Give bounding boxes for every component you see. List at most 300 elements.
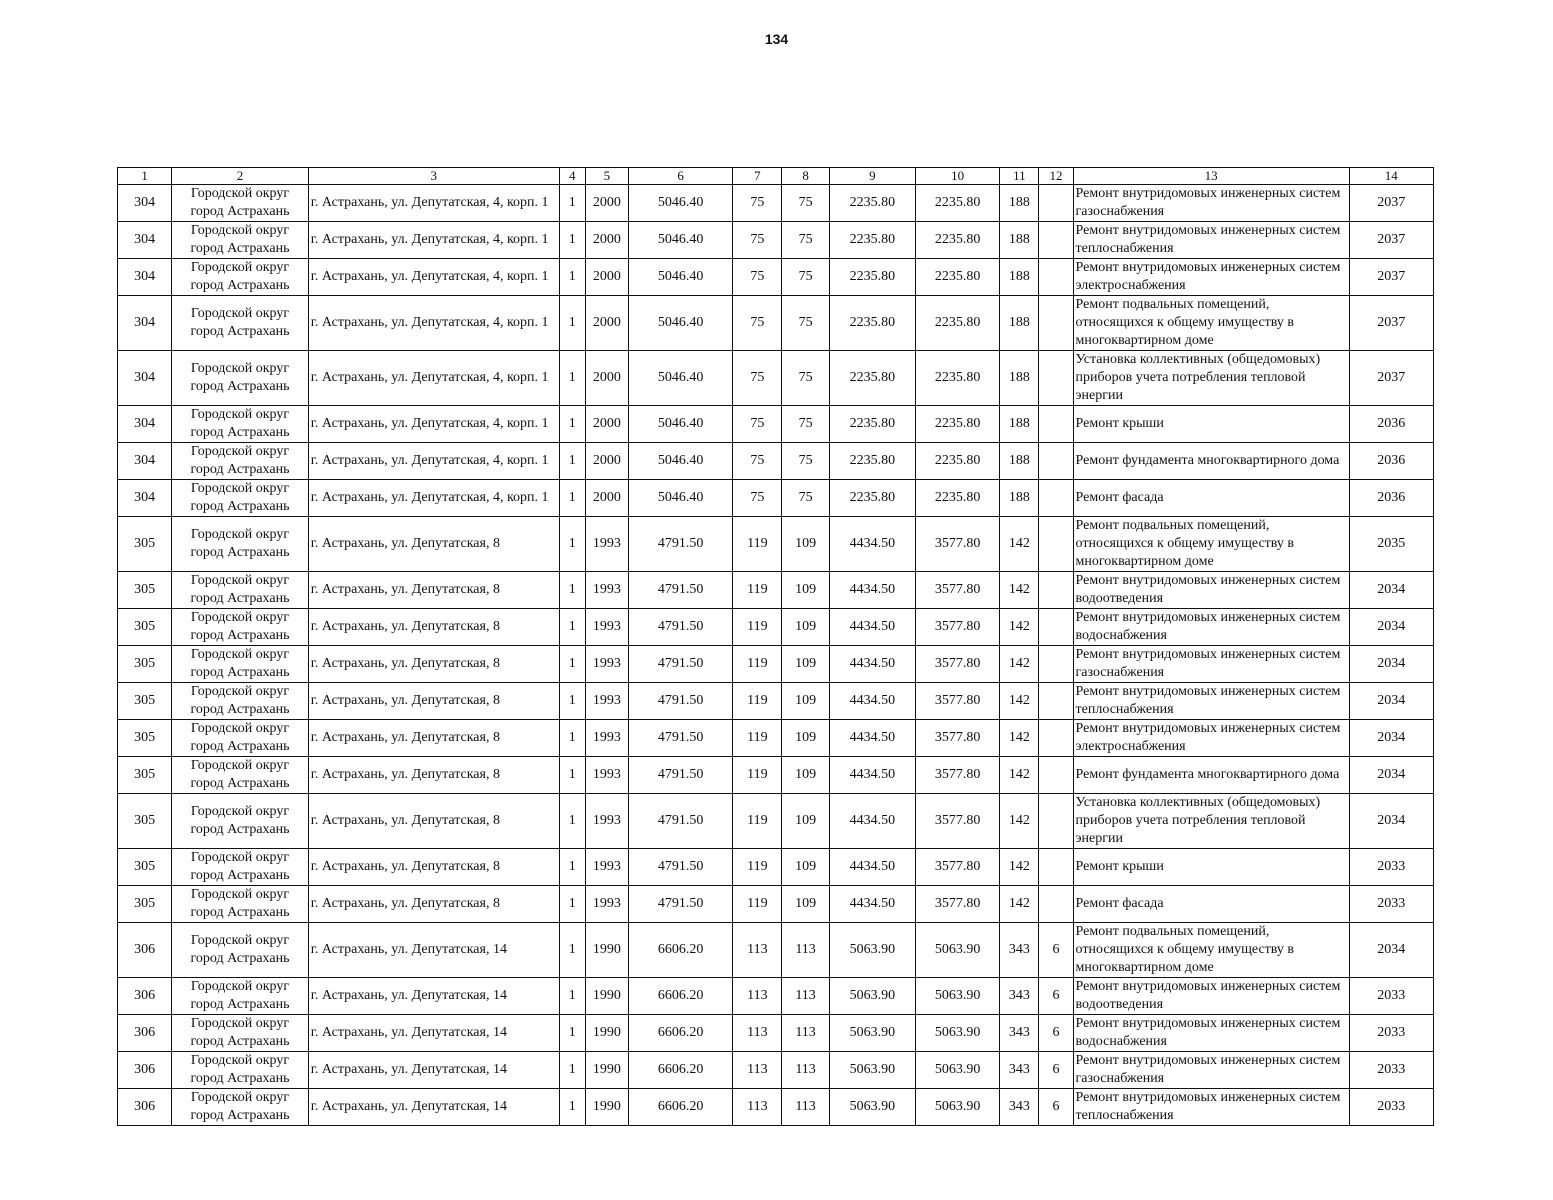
cell-municipality: Городской округ город Астрахань bbox=[172, 185, 309, 222]
cell-col-10: 2235.80 bbox=[915, 185, 999, 222]
cell-col-4: 1 bbox=[559, 923, 585, 978]
cell-work-type: Ремонт фундамента многоквартирного дома bbox=[1073, 443, 1349, 480]
table-body bbox=[118, 185, 1434, 1126]
table-row bbox=[118, 886, 1434, 923]
cell-object-number: 304 bbox=[118, 222, 172, 259]
cell-col-8: 109 bbox=[782, 886, 829, 923]
cell-col-10: 3577.80 bbox=[915, 683, 999, 720]
cell-col-7: 119 bbox=[733, 517, 782, 572]
cell-object-number: 306 bbox=[118, 1052, 172, 1089]
cell-col-7: 119 bbox=[733, 794, 782, 849]
cell-municipality: Городской округ город Астрахань bbox=[172, 480, 309, 517]
cell-col-10: 2235.80 bbox=[915, 406, 999, 443]
column-header-12: 12 bbox=[1039, 168, 1073, 185]
cell-work-type: Ремонт внутридомовых инженерных систем водоотведения bbox=[1073, 572, 1349, 609]
cell-col-9: 4434.50 bbox=[829, 757, 915, 794]
cell-year-built: 1993 bbox=[585, 886, 628, 923]
cell-address: г. Астрахань, ул. Депутатская, 8 bbox=[308, 517, 559, 572]
cell-col-9: 4434.50 bbox=[829, 517, 915, 572]
page-number: 134 bbox=[764, 31, 789, 47]
cell-col-4: 1 bbox=[559, 296, 585, 351]
cell-col-11: 142 bbox=[1000, 572, 1039, 609]
cell-col-12: 6 bbox=[1039, 1015, 1073, 1052]
cell-col-9: 5063.90 bbox=[829, 1052, 915, 1089]
cell-col-7: 75 bbox=[733, 406, 782, 443]
cell-work-type: Ремонт подвальных помещений, относящихся к общему имуществу в многоквартирном доме bbox=[1073, 517, 1349, 572]
cell-col-7: 75 bbox=[733, 351, 782, 406]
cell-col-7: 119 bbox=[733, 757, 782, 794]
cell-col-4: 1 bbox=[559, 1015, 585, 1052]
cell-col-7: 119 bbox=[733, 886, 782, 923]
cell-col-12 bbox=[1039, 886, 1073, 923]
cell-object-number: 305 bbox=[118, 849, 172, 886]
cell-col-8: 109 bbox=[782, 720, 829, 757]
cell-col-4: 1 bbox=[559, 351, 585, 406]
cell-col-9: 2235.80 bbox=[829, 480, 915, 517]
cell-col-7: 119 bbox=[733, 646, 782, 683]
cell-col-10: 2235.80 bbox=[915, 480, 999, 517]
cell-total-area: 4791.50 bbox=[628, 886, 732, 923]
cell-col-4: 1 bbox=[559, 886, 585, 923]
cell-work-type: Ремонт внутридомовых инженерных систем теплоснабжения bbox=[1073, 1089, 1349, 1126]
cell-address: г. Астрахань, ул. Депутатская, 14 bbox=[308, 978, 559, 1015]
table-row bbox=[118, 720, 1434, 757]
table-row bbox=[118, 978, 1434, 1015]
cell-col-11: 142 bbox=[1000, 646, 1039, 683]
cell-col-12 bbox=[1039, 351, 1073, 406]
cell-col-12 bbox=[1039, 480, 1073, 517]
cell-col-12 bbox=[1039, 849, 1073, 886]
cell-col-8: 113 bbox=[782, 1089, 829, 1126]
cell-col-9: 5063.90 bbox=[829, 1015, 915, 1052]
cell-municipality: Городской округ город Астрахань bbox=[172, 923, 309, 978]
cell-object-number: 304 bbox=[118, 406, 172, 443]
cell-object-number: 304 bbox=[118, 443, 172, 480]
cell-municipality: Городской округ город Астрахань bbox=[172, 517, 309, 572]
cell-municipality: Городской округ город Астрахань bbox=[172, 406, 309, 443]
cell-col-9: 5063.90 bbox=[829, 978, 915, 1015]
cell-col-10: 3577.80 bbox=[915, 794, 999, 849]
column-header-3: 3 bbox=[308, 168, 559, 185]
cell-col-9: 2235.80 bbox=[829, 406, 915, 443]
cell-col-11: 343 bbox=[1000, 1089, 1039, 1126]
cell-planned-year: 2036 bbox=[1349, 443, 1433, 480]
cell-col-9: 4434.50 bbox=[829, 886, 915, 923]
cell-municipality: Городской округ город Астрахань bbox=[172, 296, 309, 351]
cell-year-built: 2000 bbox=[585, 185, 628, 222]
cell-object-number: 304 bbox=[118, 185, 172, 222]
cell-col-12 bbox=[1039, 185, 1073, 222]
cell-object-number: 305 bbox=[118, 886, 172, 923]
cell-object-number: 306 bbox=[118, 978, 172, 1015]
cell-planned-year: 2033 bbox=[1349, 978, 1433, 1015]
table-row bbox=[118, 443, 1434, 480]
cell-col-10: 3577.80 bbox=[915, 849, 999, 886]
cell-total-area: 6606.20 bbox=[628, 1015, 732, 1052]
cell-total-area: 4791.50 bbox=[628, 572, 732, 609]
cell-col-7: 119 bbox=[733, 683, 782, 720]
cell-address: г. Астрахань, ул. Депутатская, 4, корп. 1 bbox=[308, 443, 559, 480]
cell-total-area: 4791.50 bbox=[628, 646, 732, 683]
cell-col-11: 343 bbox=[1000, 1015, 1039, 1052]
cell-col-11: 188 bbox=[1000, 222, 1039, 259]
cell-col-11: 188 bbox=[1000, 259, 1039, 296]
cell-object-number: 305 bbox=[118, 720, 172, 757]
cell-col-12 bbox=[1039, 259, 1073, 296]
cell-col-4: 1 bbox=[559, 1052, 585, 1089]
cell-col-9: 2235.80 bbox=[829, 296, 915, 351]
column-header-14: 14 bbox=[1349, 168, 1433, 185]
cell-address: г. Астрахань, ул. Депутатская, 8 bbox=[308, 849, 559, 886]
table-header bbox=[118, 168, 1434, 185]
cell-address: г. Астрахань, ул. Депутатская, 8 bbox=[308, 757, 559, 794]
cell-municipality: Городской округ город Астрахань bbox=[172, 572, 309, 609]
cell-col-11: 142 bbox=[1000, 517, 1039, 572]
cell-municipality: Городской округ город Астрахань bbox=[172, 443, 309, 480]
column-header-6: 6 bbox=[628, 168, 732, 185]
cell-col-12: 6 bbox=[1039, 1052, 1073, 1089]
cell-work-type: Ремонт внутридомовых инженерных систем газоснабжения bbox=[1073, 1052, 1349, 1089]
cell-col-12 bbox=[1039, 757, 1073, 794]
cell-col-11: 188 bbox=[1000, 296, 1039, 351]
table-row bbox=[118, 572, 1434, 609]
cell-municipality: Городской округ город Астрахань bbox=[172, 1089, 309, 1126]
cell-col-10: 2235.80 bbox=[915, 351, 999, 406]
table-row bbox=[118, 406, 1434, 443]
cell-col-8: 109 bbox=[782, 757, 829, 794]
cell-col-11: 343 bbox=[1000, 1052, 1039, 1089]
cell-address: г. Астрахань, ул. Депутатская, 8 bbox=[308, 646, 559, 683]
cell-planned-year: 2034 bbox=[1349, 757, 1433, 794]
cell-col-4: 1 bbox=[559, 609, 585, 646]
cell-col-11: 188 bbox=[1000, 443, 1039, 480]
column-header-13: 13 bbox=[1073, 168, 1349, 185]
cell-col-8: 109 bbox=[782, 794, 829, 849]
cell-work-type: Ремонт внутридомовых инженерных систем водоснабжения bbox=[1073, 609, 1349, 646]
cell-total-area: 5046.40 bbox=[628, 443, 732, 480]
cell-col-8: 75 bbox=[782, 406, 829, 443]
cell-col-7: 113 bbox=[733, 1052, 782, 1089]
table-row bbox=[118, 1052, 1434, 1089]
cell-address: г. Астрахань, ул. Депутатская, 14 bbox=[308, 1015, 559, 1052]
cell-col-8: 109 bbox=[782, 517, 829, 572]
cell-col-11: 142 bbox=[1000, 757, 1039, 794]
cell-planned-year: 2034 bbox=[1349, 572, 1433, 609]
cell-year-built: 1993 bbox=[585, 517, 628, 572]
cell-object-number: 305 bbox=[118, 646, 172, 683]
cell-work-type: Ремонт подвальных помещений, относящихся к общему имуществу в многоквартирном доме bbox=[1073, 923, 1349, 978]
cell-col-10: 2235.80 bbox=[915, 222, 999, 259]
cell-total-area: 4791.50 bbox=[628, 849, 732, 886]
cell-address: г. Астрахань, ул. Депутатская, 4, корп. 1 bbox=[308, 480, 559, 517]
cell-col-8: 75 bbox=[782, 259, 829, 296]
cell-col-4: 1 bbox=[559, 572, 585, 609]
table-row bbox=[118, 351, 1434, 406]
cell-planned-year: 2034 bbox=[1349, 794, 1433, 849]
cell-col-9: 4434.50 bbox=[829, 609, 915, 646]
cell-municipality: Городской округ город Астрахань bbox=[172, 609, 309, 646]
cell-col-12 bbox=[1039, 222, 1073, 259]
cell-year-built: 2000 bbox=[585, 443, 628, 480]
cell-year-built: 1993 bbox=[585, 849, 628, 886]
cell-work-type: Ремонт внутридомовых инженерных систем теплоснабжения bbox=[1073, 222, 1349, 259]
cell-col-4: 1 bbox=[559, 757, 585, 794]
cell-object-number: 305 bbox=[118, 757, 172, 794]
cell-col-11: 142 bbox=[1000, 849, 1039, 886]
cell-col-11: 142 bbox=[1000, 720, 1039, 757]
cell-col-9: 4434.50 bbox=[829, 849, 915, 886]
cell-col-7: 119 bbox=[733, 720, 782, 757]
cell-col-9: 2235.80 bbox=[829, 443, 915, 480]
cell-col-11: 142 bbox=[1000, 683, 1039, 720]
cell-col-4: 1 bbox=[559, 185, 585, 222]
cell-col-7: 75 bbox=[733, 259, 782, 296]
table-row bbox=[118, 794, 1434, 849]
table-row bbox=[118, 222, 1434, 259]
cell-object-number: 304 bbox=[118, 296, 172, 351]
cell-col-12: 6 bbox=[1039, 978, 1073, 1015]
cell-address: г. Астрахань, ул. Депутатская, 14 bbox=[308, 1089, 559, 1126]
cell-year-built: 2000 bbox=[585, 296, 628, 351]
cell-object-number: 304 bbox=[118, 259, 172, 296]
cell-col-7: 75 bbox=[733, 443, 782, 480]
cell-year-built: 2000 bbox=[585, 406, 628, 443]
cell-col-10: 5063.90 bbox=[915, 978, 999, 1015]
cell-col-7: 75 bbox=[733, 185, 782, 222]
table-row bbox=[118, 480, 1434, 517]
cell-work-type: Ремонт подвальных помещений, относящихся к общему имуществу в многоквартирном доме bbox=[1073, 296, 1349, 351]
cell-year-built: 1993 bbox=[585, 794, 628, 849]
cell-col-10: 5063.90 bbox=[915, 1015, 999, 1052]
cell-work-type: Установка коллективных (общедомовых) приборов учета потребления тепловой энергии bbox=[1073, 794, 1349, 849]
cell-year-built: 1993 bbox=[585, 609, 628, 646]
cell-col-9: 4434.50 bbox=[829, 646, 915, 683]
cell-total-area: 6606.20 bbox=[628, 923, 732, 978]
cell-planned-year: 2036 bbox=[1349, 406, 1433, 443]
cell-col-9: 2235.80 bbox=[829, 222, 915, 259]
cell-total-area: 4791.50 bbox=[628, 757, 732, 794]
cell-col-4: 1 bbox=[559, 443, 585, 480]
column-header-9: 9 bbox=[829, 168, 915, 185]
cell-year-built: 1990 bbox=[585, 1052, 628, 1089]
cell-col-12 bbox=[1039, 609, 1073, 646]
cell-planned-year: 2035 bbox=[1349, 517, 1433, 572]
cell-col-10: 2235.80 bbox=[915, 443, 999, 480]
cell-planned-year: 2034 bbox=[1349, 683, 1433, 720]
cell-col-8: 75 bbox=[782, 296, 829, 351]
cell-municipality: Городской округ город Астрахань bbox=[172, 1015, 309, 1052]
cell-col-8: 113 bbox=[782, 923, 829, 978]
cell-col-12 bbox=[1039, 517, 1073, 572]
cell-col-9: 2235.80 bbox=[829, 259, 915, 296]
cell-col-8: 75 bbox=[782, 480, 829, 517]
cell-planned-year: 2033 bbox=[1349, 849, 1433, 886]
cell-col-8: 109 bbox=[782, 646, 829, 683]
cell-col-4: 1 bbox=[559, 480, 585, 517]
cell-address: г. Астрахань, ул. Депутатская, 4, корп. 1 bbox=[308, 351, 559, 406]
cell-col-10: 2235.80 bbox=[915, 259, 999, 296]
table-row bbox=[118, 296, 1434, 351]
cell-work-type: Ремонт крыши bbox=[1073, 406, 1349, 443]
cell-year-built: 2000 bbox=[585, 222, 628, 259]
cell-municipality: Городской округ город Астрахань bbox=[172, 849, 309, 886]
cell-col-11: 142 bbox=[1000, 886, 1039, 923]
cell-object-number: 306 bbox=[118, 923, 172, 978]
column-header-10: 10 bbox=[915, 168, 999, 185]
cell-object-number: 305 bbox=[118, 794, 172, 849]
cell-address: г. Астрахань, ул. Депутатская, 8 bbox=[308, 572, 559, 609]
cell-col-7: 113 bbox=[733, 1089, 782, 1126]
cell-col-8: 113 bbox=[782, 1015, 829, 1052]
cell-total-area: 5046.40 bbox=[628, 222, 732, 259]
cell-municipality: Городской округ город Астрахань bbox=[172, 259, 309, 296]
cell-planned-year: 2037 bbox=[1349, 185, 1433, 222]
cell-year-built: 1990 bbox=[585, 1089, 628, 1126]
cell-col-12 bbox=[1039, 443, 1073, 480]
cell-col-10: 5063.90 bbox=[915, 923, 999, 978]
column-header-7: 7 bbox=[733, 168, 782, 185]
cell-col-8: 109 bbox=[782, 849, 829, 886]
cell-address: г. Астрахань, ул. Депутатская, 14 bbox=[308, 923, 559, 978]
cell-object-number: 305 bbox=[118, 609, 172, 646]
cell-total-area: 5046.40 bbox=[628, 480, 732, 517]
cell-col-12 bbox=[1039, 794, 1073, 849]
column-header-4: 4 bbox=[559, 168, 585, 185]
cell-col-11: 188 bbox=[1000, 406, 1039, 443]
cell-col-12 bbox=[1039, 646, 1073, 683]
cell-col-8: 113 bbox=[782, 978, 829, 1015]
cell-address: г. Астрахань, ул. Депутатская, 8 bbox=[308, 720, 559, 757]
column-header-5: 5 bbox=[585, 168, 628, 185]
cell-address: г. Астрахань, ул. Депутатская, 14 bbox=[308, 1052, 559, 1089]
cell-total-area: 6606.20 bbox=[628, 978, 732, 1015]
cell-col-7: 119 bbox=[733, 849, 782, 886]
cell-address: г. Астрахань, ул. Депутатская, 4, корп. 1 bbox=[308, 222, 559, 259]
cell-planned-year: 2036 bbox=[1349, 480, 1433, 517]
cell-total-area: 4791.50 bbox=[628, 609, 732, 646]
cell-col-8: 75 bbox=[782, 351, 829, 406]
cell-col-4: 1 bbox=[559, 646, 585, 683]
column-header-1: 1 bbox=[118, 168, 172, 185]
cell-col-9: 4434.50 bbox=[829, 794, 915, 849]
cell-planned-year: 2033 bbox=[1349, 1089, 1433, 1126]
cell-planned-year: 2033 bbox=[1349, 1052, 1433, 1089]
cell-col-10: 3577.80 bbox=[915, 572, 999, 609]
cell-col-4: 1 bbox=[559, 683, 585, 720]
cell-total-area: 5046.40 bbox=[628, 259, 732, 296]
cell-col-10: 3577.80 bbox=[915, 720, 999, 757]
cell-address: г. Астрахань, ул. Депутатская, 8 bbox=[308, 683, 559, 720]
cell-col-10: 3577.80 bbox=[915, 886, 999, 923]
table-row bbox=[118, 185, 1434, 222]
cell-total-area: 6606.20 bbox=[628, 1052, 732, 1089]
cell-col-9: 4434.50 bbox=[829, 720, 915, 757]
cell-address: г. Астрахань, ул. Депутатская, 8 bbox=[308, 886, 559, 923]
repair-schedule-table bbox=[117, 167, 1434, 1126]
cell-col-4: 1 bbox=[559, 222, 585, 259]
cell-col-8: 75 bbox=[782, 185, 829, 222]
cell-total-area: 5046.40 bbox=[628, 296, 732, 351]
cell-address: г. Астрахань, ул. Депутатская, 8 bbox=[308, 609, 559, 646]
cell-col-11: 188 bbox=[1000, 480, 1039, 517]
cell-col-12: 6 bbox=[1039, 923, 1073, 978]
table-row bbox=[118, 1015, 1434, 1052]
cell-col-11: 142 bbox=[1000, 794, 1039, 849]
cell-col-8: 109 bbox=[782, 683, 829, 720]
cell-object-number: 305 bbox=[118, 683, 172, 720]
cell-work-type: Ремонт фундамента многоквартирного дома bbox=[1073, 757, 1349, 794]
cell-col-10: 2235.80 bbox=[915, 296, 999, 351]
cell-year-built: 1993 bbox=[585, 720, 628, 757]
cell-object-number: 304 bbox=[118, 351, 172, 406]
cell-object-number: 304 bbox=[118, 480, 172, 517]
cell-planned-year: 2037 bbox=[1349, 259, 1433, 296]
cell-total-area: 4791.50 bbox=[628, 517, 732, 572]
cell-col-12 bbox=[1039, 720, 1073, 757]
cell-year-built: 2000 bbox=[585, 351, 628, 406]
cell-municipality: Городской округ город Астрахань bbox=[172, 978, 309, 1015]
cell-year-built: 1993 bbox=[585, 757, 628, 794]
cell-col-4: 1 bbox=[559, 849, 585, 886]
cell-planned-year: 2034 bbox=[1349, 646, 1433, 683]
cell-planned-year: 2033 bbox=[1349, 1015, 1433, 1052]
cell-col-9: 5063.90 bbox=[829, 923, 915, 978]
cell-year-built: 1993 bbox=[585, 683, 628, 720]
cell-work-type: Ремонт фасада bbox=[1073, 480, 1349, 517]
cell-work-type: Установка коллективных (общедомовых) приборов учета потребления тепловой энергии bbox=[1073, 351, 1349, 406]
cell-year-built: 2000 bbox=[585, 480, 628, 517]
cell-col-12 bbox=[1039, 572, 1073, 609]
cell-year-built: 1990 bbox=[585, 978, 628, 1015]
cell-planned-year: 2037 bbox=[1349, 351, 1433, 406]
cell-col-8: 109 bbox=[782, 572, 829, 609]
cell-col-11: 142 bbox=[1000, 609, 1039, 646]
cell-address: г. Астрахань, ул. Депутатская, 8 bbox=[308, 794, 559, 849]
cell-planned-year: 2034 bbox=[1349, 609, 1433, 646]
cell-total-area: 4791.50 bbox=[628, 720, 732, 757]
cell-col-9: 5063.90 bbox=[829, 1089, 915, 1126]
cell-address: г. Астрахань, ул. Депутатская, 4, корп. 1 bbox=[308, 406, 559, 443]
column-header-11: 11 bbox=[1000, 168, 1039, 185]
column-header-2: 2 bbox=[172, 168, 309, 185]
cell-year-built: 1993 bbox=[585, 572, 628, 609]
cell-municipality: Городской округ город Астрахань bbox=[172, 1052, 309, 1089]
cell-planned-year: 2034 bbox=[1349, 923, 1433, 978]
cell-col-12 bbox=[1039, 683, 1073, 720]
cell-col-8: 109 bbox=[782, 609, 829, 646]
cell-total-area: 5046.40 bbox=[628, 351, 732, 406]
cell-work-type: Ремонт внутридомовых инженерных систем электроснабжения bbox=[1073, 259, 1349, 296]
cell-col-7: 75 bbox=[733, 222, 782, 259]
table-row bbox=[118, 849, 1434, 886]
cell-year-built: 1993 bbox=[585, 646, 628, 683]
cell-col-11: 188 bbox=[1000, 351, 1039, 406]
cell-col-9: 2235.80 bbox=[829, 185, 915, 222]
cell-work-type: Ремонт фасада bbox=[1073, 886, 1349, 923]
cell-municipality: Городской округ город Астрахань bbox=[172, 351, 309, 406]
table-row bbox=[118, 646, 1434, 683]
cell-municipality: Городской округ город Астрахань bbox=[172, 222, 309, 259]
cell-year-built: 1990 bbox=[585, 923, 628, 978]
cell-work-type: Ремонт внутридомовых инженерных систем водоснабжения bbox=[1073, 1015, 1349, 1052]
cell-work-type: Ремонт внутридомовых инженерных систем газоснабжения bbox=[1073, 646, 1349, 683]
cell-work-type: Ремонт внутридомовых инженерных систем водоотведения bbox=[1073, 978, 1349, 1015]
cell-total-area: 4791.50 bbox=[628, 683, 732, 720]
cell-col-7: 113 bbox=[733, 1015, 782, 1052]
cell-col-7: 75 bbox=[733, 296, 782, 351]
cell-col-7: 113 bbox=[733, 923, 782, 978]
cell-planned-year: 2034 bbox=[1349, 720, 1433, 757]
